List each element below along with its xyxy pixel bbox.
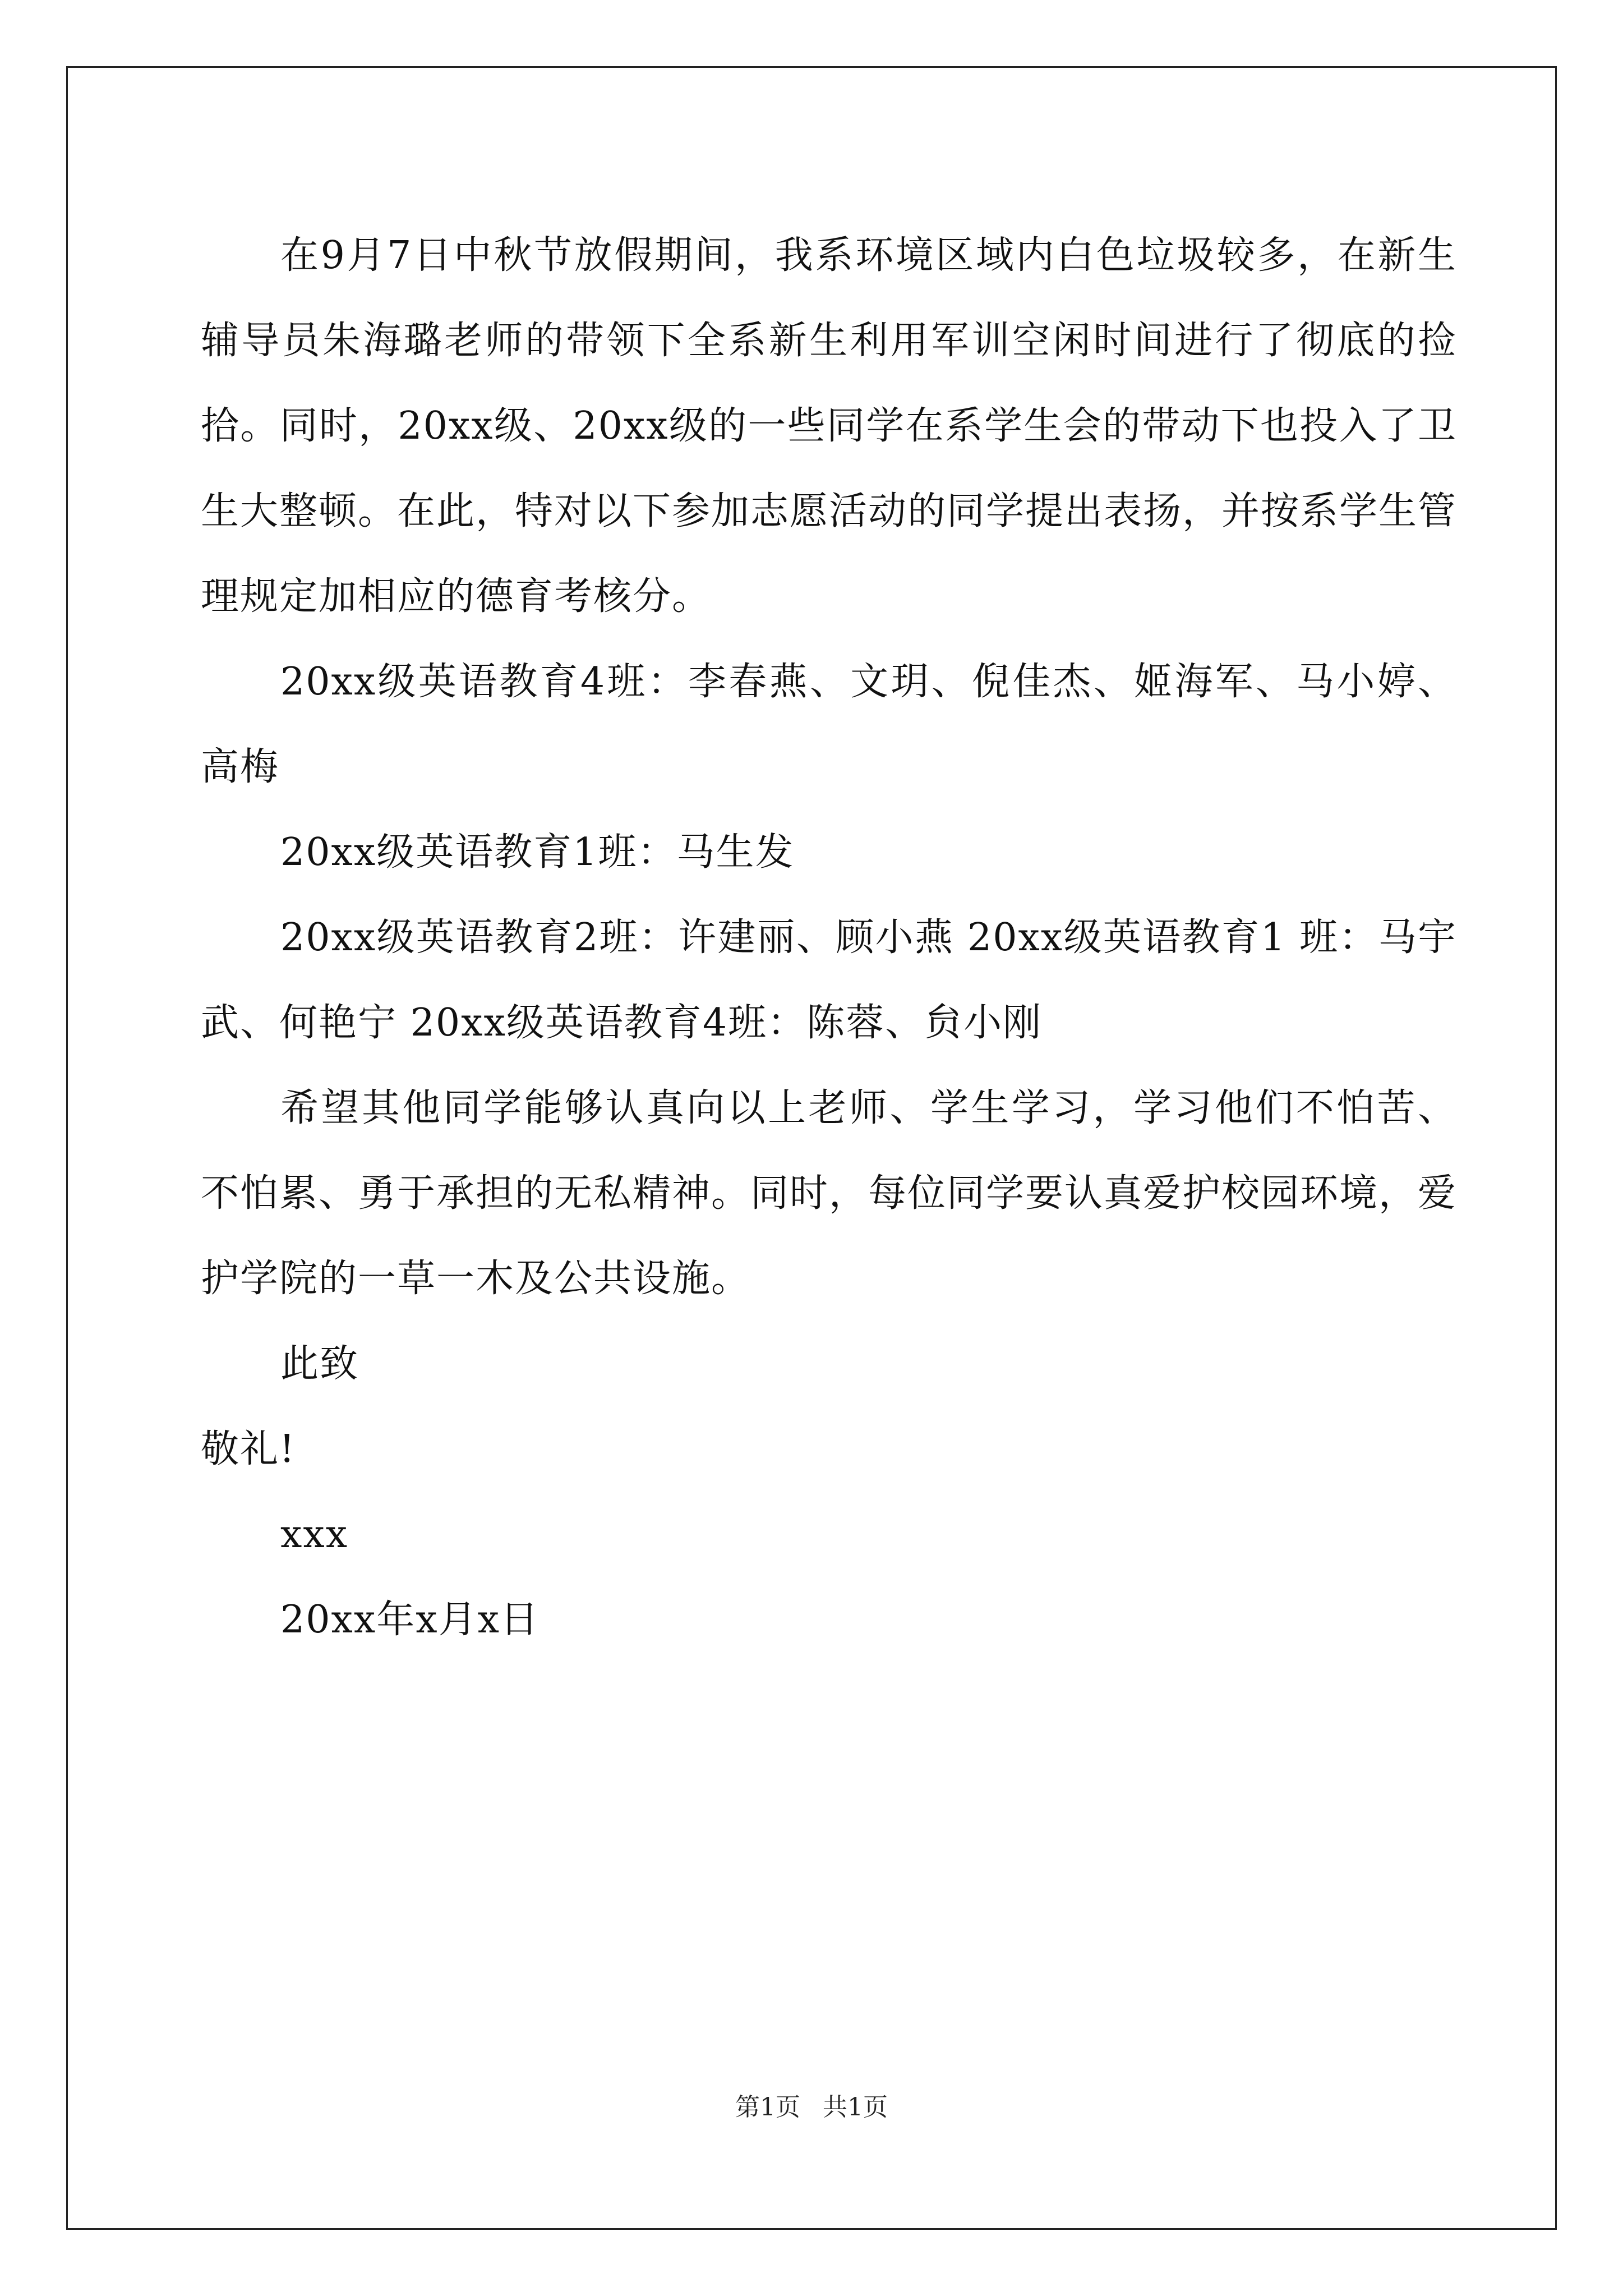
paragraph-class-2: 20xx级英语教育2班：许建丽、顾小燕 20xx级英语教育1 班：马宇武、何艳宁 20xx级英语教育4班：陈蓉、贠小刚: [201, 915, 1457, 1045]
paragraph-class-1: 20xx级英语教育1班：马生发: [280, 830, 795, 875]
page-footer: [0, 2091, 1623, 2124]
page-number-current: 第1页: [735, 2093, 800, 2122]
signature: xxx: [280, 1512, 349, 1557]
closing-regards: 敬礼!: [201, 1427, 296, 1471]
paragraph-class-4: 20xx级英语教育4班：李春燕、文玥、倪佳杰、姬海军、马小婷、高梅: [201, 660, 1457, 789]
closing-salutation: 此致: [280, 1342, 359, 1386]
paragraph-intro: 在9月7日中秋节放假期间，我系环境区域内白色垃圾较多，在新生辅导员朱海璐老师的带领下全系新生利用军训空闲时间进行了彻底的捡拾。同时，20xx级、20xx级的一些同学在系学生会的带动下也投入了卫生大整顿。在此，特对以下参加志愿活动的同学提出表扬，并按系学生管理规定加相应的德育考核分。: [201, 233, 1458, 619]
paragraph-hope: 希望其他同学能够认真向以上老师、学生学习，学习他们不怕苦、不怕累、勇于承担的无私精神。同时，每位同学要认真爱护校园环境，爱护学院的一草一木及公共设施。: [201, 1086, 1458, 1301]
document-body: [201, 213, 1457, 1663]
date: 20xx年x月x日: [280, 1598, 540, 1642]
page-number-total: 共1页: [823, 2093, 888, 2122]
